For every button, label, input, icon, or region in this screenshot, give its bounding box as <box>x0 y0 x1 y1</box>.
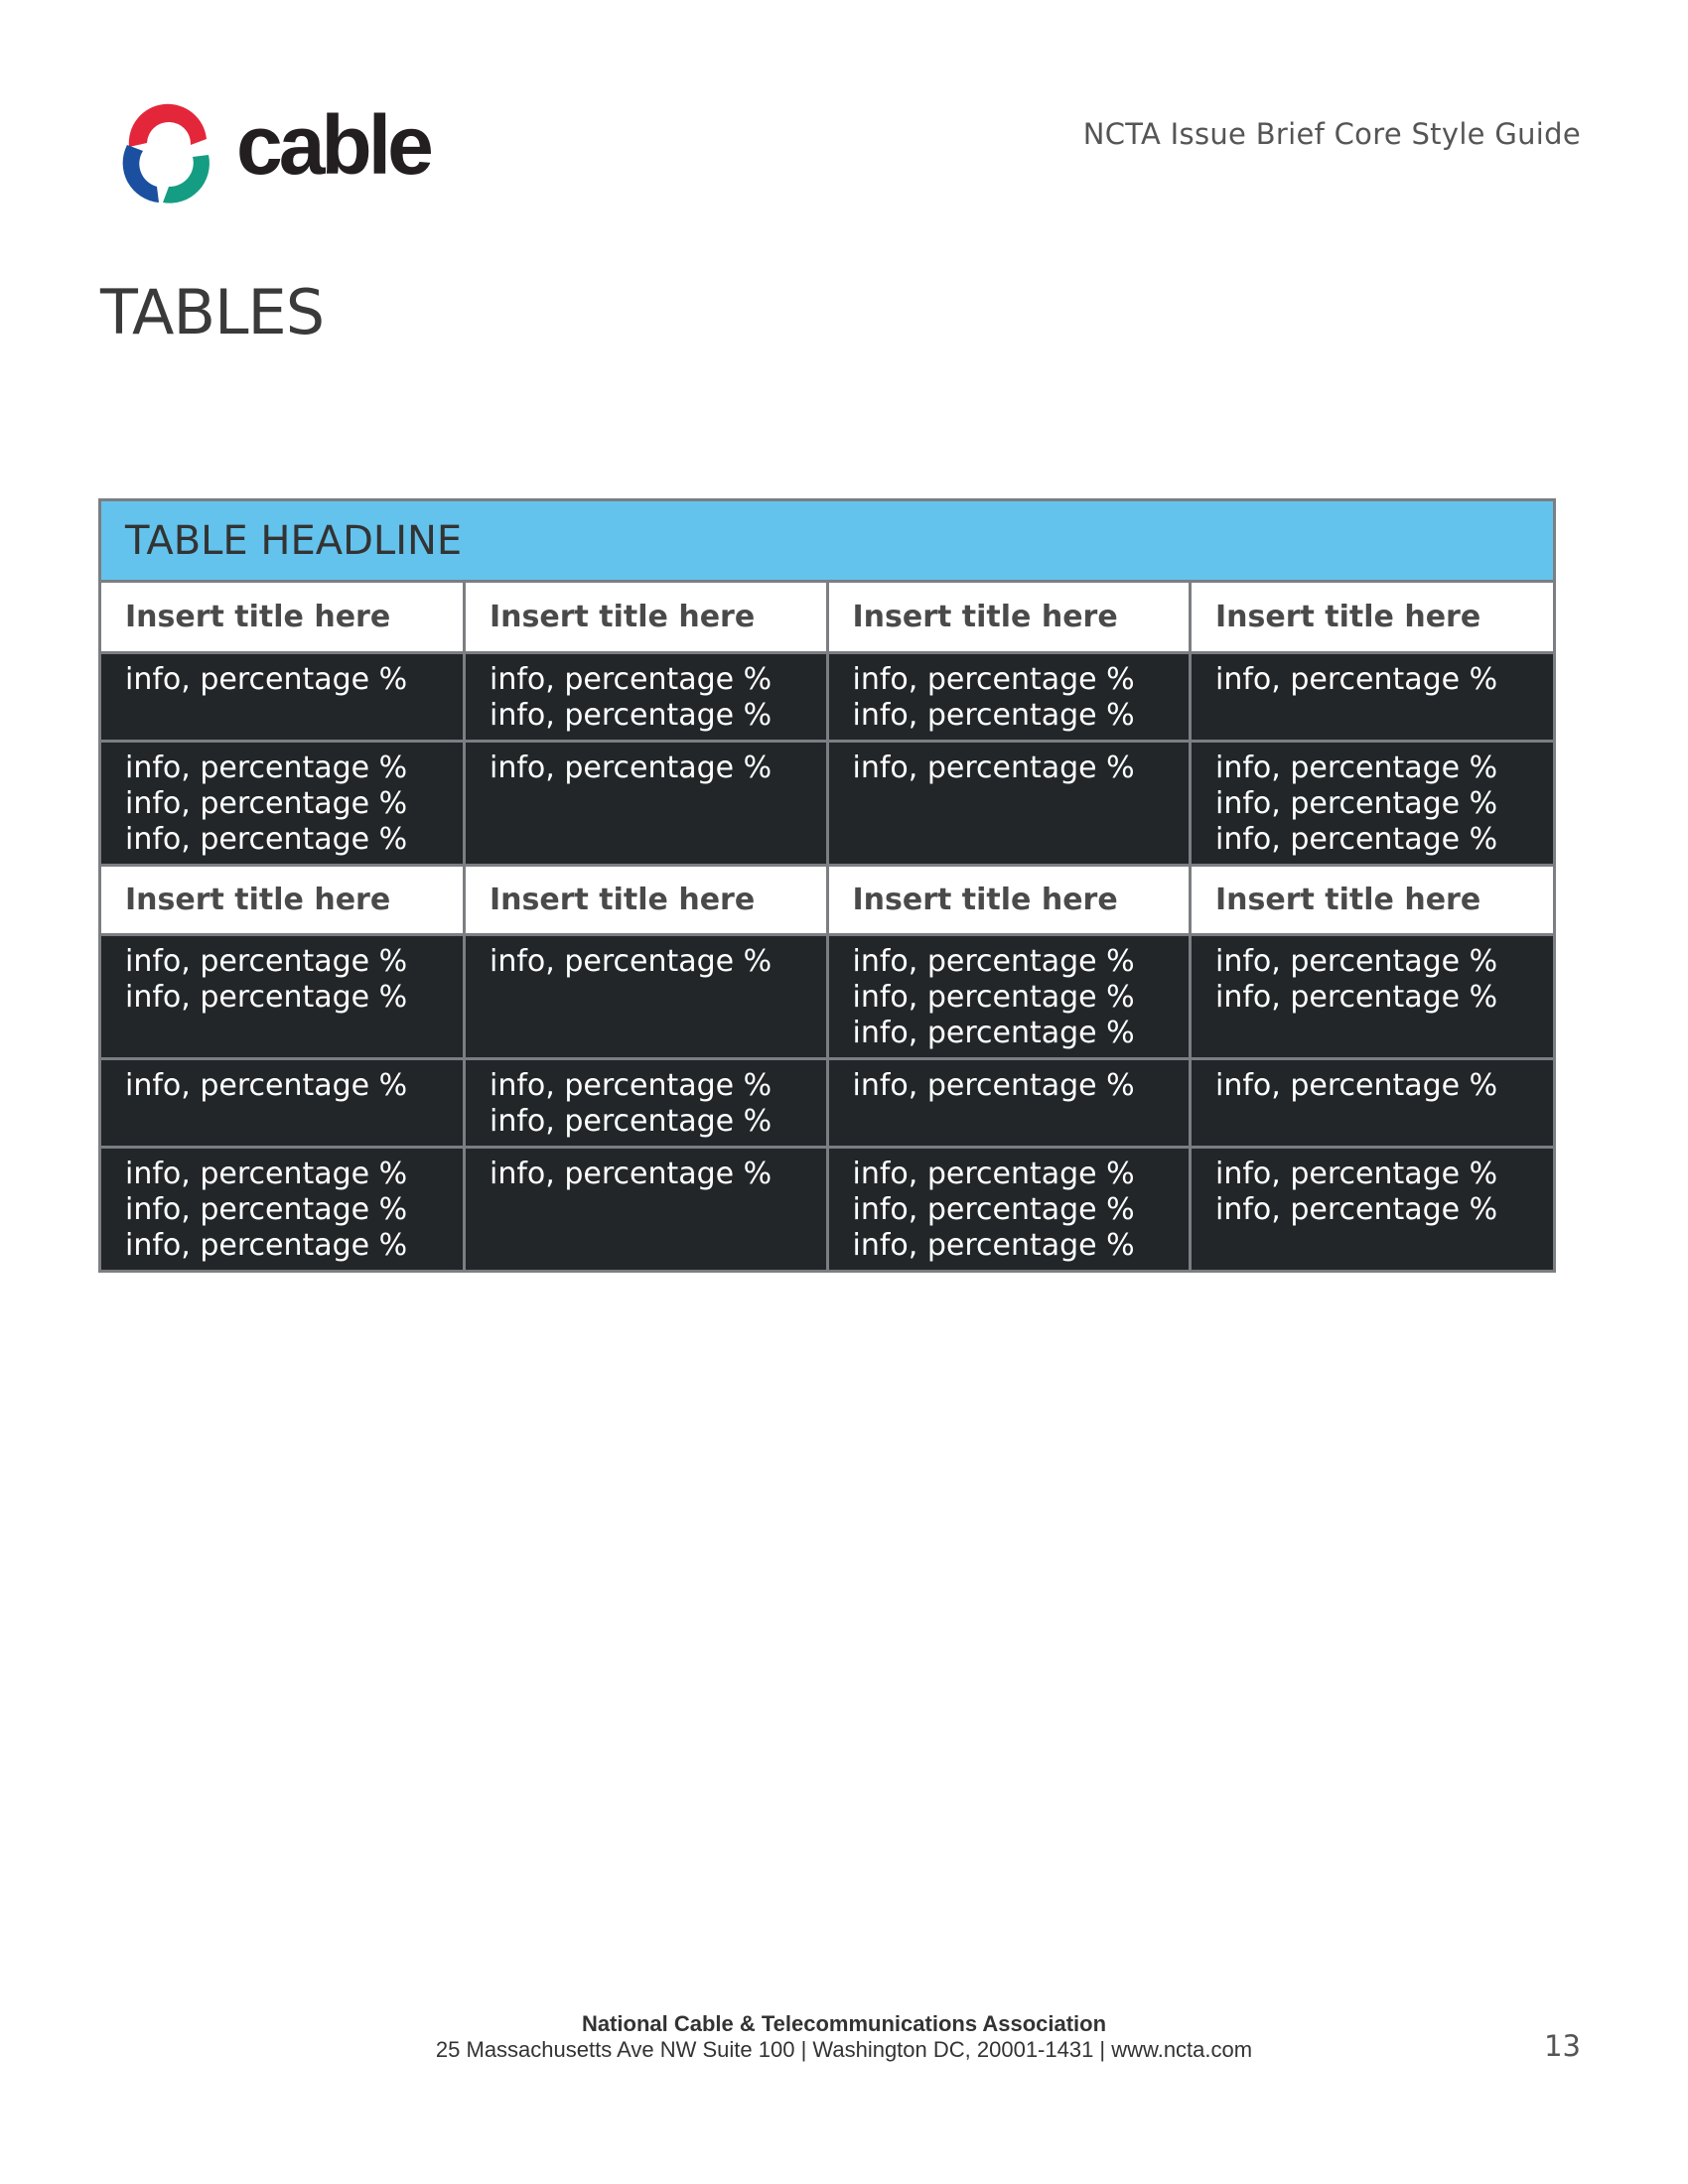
table-header-row <box>101 583 1553 652</box>
table-body <box>101 583 1553 1270</box>
table-cell <box>101 652 465 741</box>
cell-line: info, percentage % <box>852 1156 1135 1191</box>
column-title: Insert title here <box>827 865 1191 934</box>
table-cell <box>465 652 828 741</box>
cable-swirl-icon <box>107 99 222 214</box>
cell-line: info, percentage % <box>1215 821 1498 857</box>
cell-line: info, percentage % <box>1215 785 1498 821</box>
cable-logo <box>107 98 430 218</box>
cell-line: info, percentage % <box>490 1103 773 1139</box>
table-cell <box>1191 1058 1554 1147</box>
table-cell <box>465 1147 828 1270</box>
table-cell <box>101 1147 465 1270</box>
table-row <box>101 1147 1553 1270</box>
cell-line: info, percentage % <box>490 1067 773 1103</box>
footer-organization: National Cable & Telecommunications Association <box>581 2011 1107 2036</box>
table-cell <box>827 1058 1191 1147</box>
column-title: Insert title here <box>101 865 465 934</box>
footer-address: 25 Massachusetts Ave NW Suite 100 | Washington DC, 20001-1431 | www.ncta.com <box>435 2037 1253 2062</box>
logo-wordmark: cable <box>236 98 430 192</box>
cell-line: info, percentage % <box>125 1067 408 1103</box>
column-title: Insert title here <box>1191 583 1554 652</box>
table-row <box>101 1058 1553 1147</box>
table-header-row <box>101 865 1553 934</box>
cell-line: info, percentage % <box>1215 1191 1498 1227</box>
cell-line: info, percentage % <box>490 661 773 697</box>
cell-line: info, percentage % <box>1215 1156 1498 1191</box>
cell-line: info, percentage % <box>852 750 1135 785</box>
page-number: 13 <box>1544 2029 1581 2063</box>
table-cell <box>465 1058 828 1147</box>
cell-line: info, percentage % <box>125 661 408 697</box>
table-row <box>101 741 1553 865</box>
table-cell <box>827 934 1191 1058</box>
page-heading: TABLES <box>100 276 325 348</box>
table-cell <box>101 1058 465 1147</box>
cell-line: info, percentage % <box>1215 943 1498 979</box>
table-cell <box>827 652 1191 741</box>
cell-line: info, percentage % <box>852 1015 1135 1050</box>
cell-line: info, percentage % <box>1215 750 1498 785</box>
cell-line: info, percentage % <box>125 821 408 857</box>
cell-line: info, percentage % <box>490 1156 773 1191</box>
table-cell <box>1191 741 1554 865</box>
cell-line: info, percentage % <box>852 1191 1135 1227</box>
cell-line: info, percentage % <box>852 1227 1135 1263</box>
cell-line: info, percentage % <box>1215 1067 1498 1103</box>
cell-line: info, percentage % <box>125 1227 408 1263</box>
cell-line: info, percentage % <box>490 943 773 979</box>
cell-line: info, percentage % <box>852 979 1135 1015</box>
column-title: Insert title here <box>101 583 465 652</box>
table-row <box>101 934 1553 1058</box>
table-cell <box>101 934 465 1058</box>
table-cell <box>1191 652 1554 741</box>
column-title: Insert title here <box>465 583 828 652</box>
column-title: Insert title here <box>1191 865 1554 934</box>
cell-line: info, percentage % <box>852 1067 1135 1103</box>
cell-line: info, percentage % <box>125 1191 408 1227</box>
table-headline: TABLE HEADLINE <box>101 501 1553 583</box>
cell-line: info, percentage % <box>125 943 408 979</box>
document-title: NCTA Issue Brief Core Style Guide <box>1082 117 1581 151</box>
table-row <box>101 652 1553 741</box>
cell-line: info, percentage % <box>852 697 1135 733</box>
column-title: Insert title here <box>465 865 828 934</box>
table-grid <box>101 583 1553 1270</box>
table-cell <box>465 934 828 1058</box>
table-cell <box>1191 1147 1554 1270</box>
cell-line: info, percentage % <box>125 1156 408 1191</box>
cell-line: info, percentage % <box>490 750 773 785</box>
cell-line: info, percentage % <box>1215 979 1498 1015</box>
cell-line: info, percentage % <box>852 943 1135 979</box>
cell-line: info, percentage % <box>852 661 1135 697</box>
table-cell <box>1191 934 1554 1058</box>
cell-line: info, percentage % <box>125 785 408 821</box>
column-title: Insert title here <box>827 583 1191 652</box>
cell-line: info, percentage % <box>1215 661 1498 697</box>
styled-table <box>98 498 1556 1273</box>
table-cell <box>101 741 465 865</box>
cell-line: info, percentage % <box>125 750 408 785</box>
cell-line: info, percentage % <box>490 697 773 733</box>
cell-line: info, percentage % <box>125 979 408 1015</box>
table-cell <box>827 1147 1191 1270</box>
table-cell <box>827 741 1191 865</box>
table-cell <box>465 741 828 865</box>
